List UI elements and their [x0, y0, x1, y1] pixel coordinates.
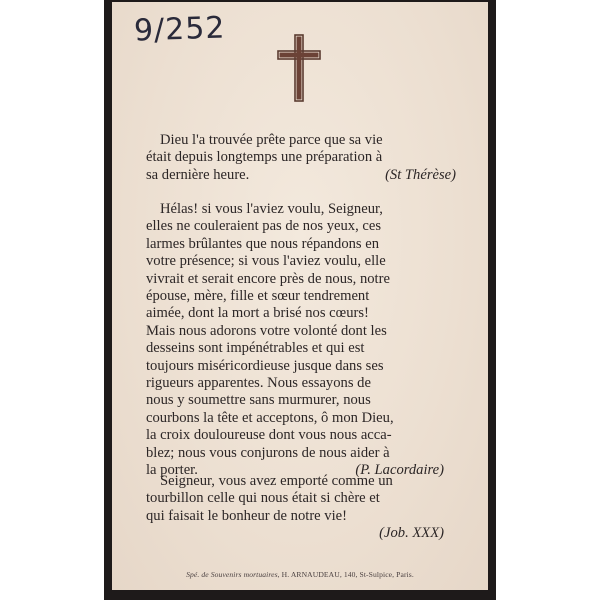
quote1-line-last [146, 167, 456, 184]
quote2-line: nous y soumettre sans murmurer, nous [146, 392, 371, 409]
quote2-line: toujours miséricordieuse jusque dans ses [146, 357, 384, 374]
quote3-line: qui faisait le bonheur de notre vie! [146, 507, 347, 524]
quote2-line: blez; nous vous conjurons de nous aider à [146, 444, 390, 461]
quote1-attribution: (St Thérèse) [385, 166, 456, 183]
quote2-line: courbons la tête et acceptons, ô mon Dieu, [146, 409, 394, 426]
quote2-attribution: (P. Lacordaire) [355, 462, 444, 479]
quote2-line-text: la porter. [146, 462, 198, 479]
quote2-line: Mais nous adorons votre volonté dont les [146, 322, 387, 339]
quote-lacordaire [146, 201, 456, 480]
quote2-line: aimée, dont la mort a brisé nos cœurs! [146, 305, 369, 322]
quote2-line: épouse, mère, fille et sœur tendrement [146, 288, 370, 305]
quote1-line: Dieu l'a trouvée prête parce que sa vie [160, 132, 383, 148]
quote-job [146, 473, 456, 543]
quote3-line: tourbillon celle qui nous était si chère et [146, 490, 380, 507]
quote2-line: Hélas! si vous l'aviez voulu, Seigneur, [160, 201, 383, 217]
quote2-line: larmes brûlantes que nous répandons en [146, 235, 380, 252]
quote1-line: était depuis longtemps une préparation à [146, 149, 383, 166]
quote2-line: vivrait et serait encore près de nous, notre [146, 270, 390, 287]
quote3-attribution: (Job. XXX) [379, 525, 444, 542]
quote1-line-text: sa dernière heure. [146, 166, 250, 183]
quote3-line: Seigneur, vous avez emporté comme un [160, 473, 393, 489]
imprint-specialty: Spé. de Souvenirs mortuaires, [186, 570, 280, 579]
quote2-line: elles ne couleraient pas de nos yeux, ces [146, 218, 382, 235]
handwritten-reference-number: 9/252 [133, 10, 227, 49]
latin-cross-icon [276, 34, 322, 102]
quote-st-therese [146, 132, 456, 184]
quote2-line: rigueurs apparentes. Nous essayons de [146, 375, 371, 392]
quote2-line: desseins sont impénétrables et qui est [146, 340, 365, 357]
printer-imprint [112, 570, 488, 579]
imprint-printer: H. ARNAUDEAU, 140, St-Sulpice, Paris. [281, 570, 414, 579]
quote2-line: votre présence; si vous l'aviez voulu, elle [146, 253, 386, 270]
quote2-line: la croix douloureuse dont vous nous acca- [146, 427, 392, 444]
